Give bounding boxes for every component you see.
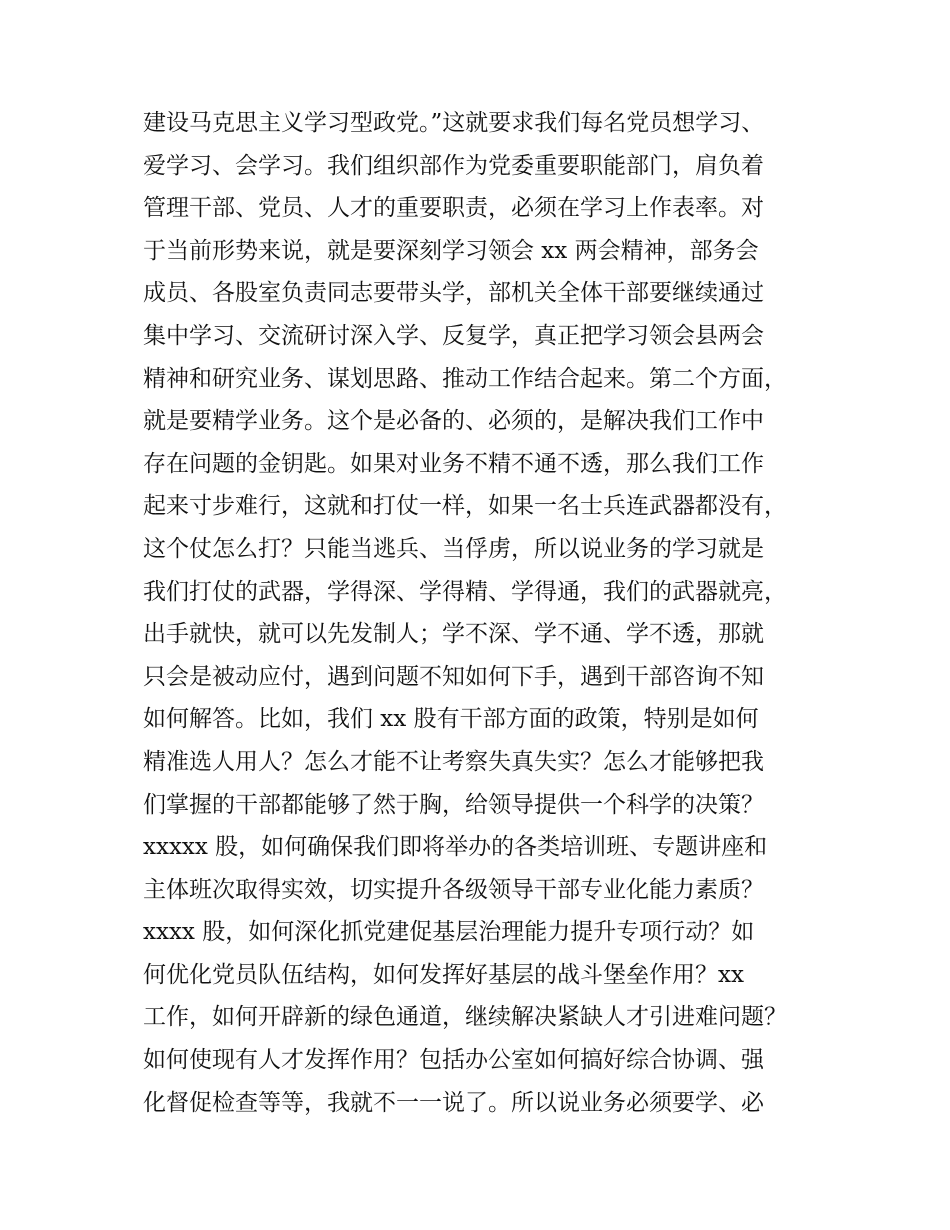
text-line-12: 我们打仗的武器，学得深、学得精、学得通，我们的武器就亮， <box>143 578 787 605</box>
text-line-18: xxxxx 股，如何确保我们即将举办的各类培训班、专题讲座和 <box>143 834 768 861</box>
text-line-17: 们掌握的干部都能够了然于胸，给领导提供一个科学的决策？ <box>143 791 764 818</box>
text-line-7: 精神和研究业务、谋划思路、推动工作结合起来。第二个方面， <box>143 365 787 392</box>
text-line-16: 精准选人用人？怎么才能不让考察失真失实？怎么才能够把我 <box>143 748 764 775</box>
text-line-10: 起来寸步难行，这就和打仗一样，如果一名士兵连武器都没有， <box>143 493 787 520</box>
text-line-23: 如何使现有人才发挥作用？包括办公室如何搞好综合协调、强 <box>143 1047 764 1074</box>
text-line-11: 这个仗怎么打？只能当逃兵、当俘虏，所以说业务的学习就是 <box>143 535 764 562</box>
text-line-22: 工作，如何开辟新的绿色通道，继续解决紧缺人才引进难问题？ <box>143 1004 787 1031</box>
text-line-9: 存在问题的金钥匙。如果对业务不精不通不透，那么我们工作 <box>143 450 764 477</box>
text-line-1: 建设马克思主义学习型政党。”这就要求我们每名党员想学习、 <box>143 110 765 136</box>
text-line-20: xxxx 股，如何深化抓党建促基层治理能力提升专项行动？如 <box>143 919 755 946</box>
text-line-21: 何优化党员队伍结构，如何发挥好基层的战斗堡垒作用？xx <box>143 961 744 988</box>
text-line-6: 集中学习、交流研讨深入学、反复学，真正把学习领会县两会 <box>143 322 764 349</box>
text-line-24: 化督促检查等等，我就不一一说了。所以说业务必须要学、必 <box>143 1089 764 1116</box>
text-line-19: 主体班次取得实效，切实提升各级领导干部专业化能力素质？ <box>143 876 764 903</box>
text-line-13: 出手就快，就可以先发制人；学不深、学不通、学不透，那就 <box>143 621 764 648</box>
text-line-15: 如何解答。比如，我们 xx 股有干部方面的政策，特别是如何 <box>143 706 759 733</box>
text-line-5: 成员、各股室负责同志要带头学，部机关全体干部要继续通过 <box>143 280 764 307</box>
text-line-2: 爱学习、会学习。我们组织部作为党委重要职能部门，肩负着 <box>143 152 764 179</box>
body-paragraph <box>143 102 833 1124</box>
text-line-3: 管理干部、党员、人才的重要职责，必须在学习上作表率。对 <box>143 195 764 222</box>
text-line-4: 于当前形势来说，就是要深刻学习领会 xx 两会精神，部务会 <box>143 237 759 264</box>
text-line-14: 只会是被动应付，遇到问题不知如何下手，遇到干部咨询不知 <box>143 663 764 690</box>
text-line-8: 就是要精学业务。这个是必备的、必须的，是解决我们工作中 <box>143 408 764 435</box>
